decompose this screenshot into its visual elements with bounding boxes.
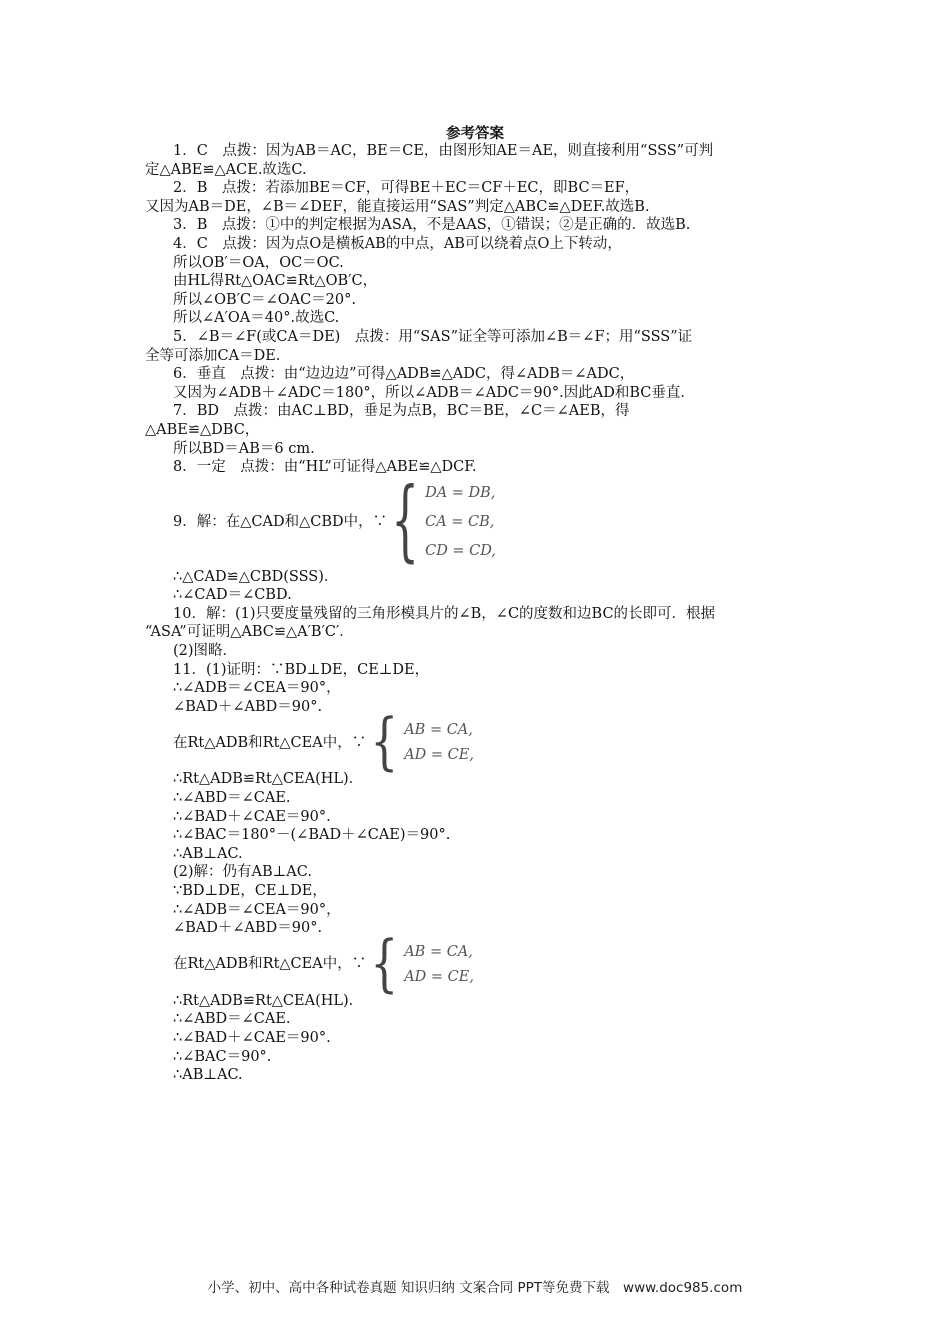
answer-line: ∴∠ADB＝∠CEA＝90°，: [173, 901, 341, 918]
answer-line: ∴Rt△ADB≌Rt△CEA(HL)．: [173, 992, 364, 1009]
answer-line: 又因为AB＝DE，∠B＝∠DEF，能直接运用“SAS”判定△ABC≌△DEF.故选B.: [145, 198, 650, 215]
answer-line: ∴AB⊥AC.: [173, 1067, 243, 1084]
equation: AD = CE,: [404, 968, 474, 985]
answer-line: 9．解：在△CAD和△CBD中，∵: [173, 513, 388, 530]
answer-line: ∴AB⊥AC.: [173, 845, 243, 862]
answer-line: ∵BD⊥DE，CE⊥DE，: [173, 883, 327, 899]
answer-line: ∴∠BAC＝180°－(∠BAD＋∠CAE)＝90°.: [173, 827, 451, 844]
equation-system: [400, 940, 474, 990]
answer-line: △ABE≌△DBC，: [145, 421, 260, 438]
answer-line: (2)解：仍有AB⊥AC.: [173, 864, 312, 881]
left-brace: {: [391, 470, 420, 573]
answer-line: 所以∠A′OA＝40°.故选C.: [173, 310, 340, 327]
answer-line: 由HL得Rt△OAC≌Rt△OB′C，: [173, 273, 378, 290]
answer-line: 所以∠OB′C＝∠OAC＝20°.: [173, 291, 356, 308]
answer-line: ∴△CAD≌△CBD(SSS)．: [173, 568, 339, 585]
answer-line: 3．B 点拨：①中的判定根据为ASA，不是AAS，①错误；②是正确的．故选B.: [173, 217, 691, 234]
equation: CA = CB,: [425, 513, 495, 530]
answer-line: 所以OB′＝OA，OC＝OC.: [173, 254, 344, 271]
answer-line: ∴∠ABD＝∠CAE.: [173, 1011, 291, 1028]
left-brace: {: [370, 928, 399, 1000]
left-brace: {: [370, 707, 399, 779]
answer-line: 所以BD＝AB＝6 cm.: [173, 440, 315, 457]
answer-line: ∴∠CAD＝∠CBD.: [173, 587, 292, 604]
page-footer: 小学、初中、高中各种试卷真题 知识归纳 文案合同 PPT等免费下载 www.doc985.com: [207, 1280, 743, 1296]
answer-line: ∠BAD＋∠ABD＝90°.: [173, 920, 323, 937]
answer-line: 2．B 点拨：若添加BE＝CF，可得BE＋EC＝CF＋EC，即BC＝EF，: [173, 180, 640, 197]
answer-line: 在Rt△ADB和Rt△CEA中，∵: [173, 735, 367, 752]
q9-system: [145, 470, 807, 573]
q11a-system: [145, 707, 807, 779]
answer-line: 8．一定 点拨：由“HL”可证得△ABE≌△DCF.: [173, 459, 477, 476]
answer-line: ∴∠BAC＝90°.: [173, 1048, 272, 1065]
answer-line: 4．C 点拨：因为点O是横板AB的中点，AB可以绕着点O上下转动，: [173, 235, 622, 252]
answer-line: ∴∠BAD＋∠CAE＝90°.: [173, 808, 331, 825]
equation-system: [421, 479, 496, 566]
equation: AB = CA,: [404, 722, 473, 739]
answer-line: ∴∠BAD＋∠CAE＝90°.: [173, 1029, 331, 1046]
equation: DA = DB,: [425, 484, 496, 501]
equation: AD = CE,: [404, 747, 474, 764]
answer-line: 10．解：(1)只要度量残留的三角形模具片的∠B，∠C的度数和边BC的长即可．根据: [173, 605, 716, 622]
answer-line: “ASA”可证明△ABC≌△A′B′C′．: [145, 624, 354, 641]
answer-line: ∠BAD＋∠ABD＝90°.: [173, 698, 323, 715]
page-title: 参考答案: [446, 125, 504, 142]
answer-body: [145, 142, 807, 1085]
answer-line: ∴∠ADB＝∠CEA＝90°，: [173, 680, 341, 697]
answer-line: 又因为∠ADB＋∠ADC＝180°，所以∠ADB＝∠ADC＝90°.因此AD和BC垂直．: [173, 384, 695, 401]
answer-line: 在Rt△ADB和Rt△CEA中，∵: [173, 956, 367, 973]
answer-line: ∴∠ABD＝∠CAE.: [173, 790, 291, 807]
equation: AB = CA,: [404, 943, 473, 960]
answer-line: 定△ABE≌△ACE.故选C.: [145, 161, 307, 178]
answer-line: 全等可添加CA＝DE.: [145, 347, 281, 364]
equation: CD = CD,: [425, 542, 496, 559]
answer-line: (2)图略．: [173, 643, 238, 660]
answer-line: 6．垂直 点拨：由“边边边”可得△ADB≌△ADC，得∠ADB＝∠ADC，: [173, 366, 635, 383]
answer-line: 7．BD 点拨：由AC⊥BD，垂足为点B，BC＝BE，∠C＝∠AEB，得: [173, 403, 630, 420]
answer-line: 1．C 点拨：因为AB＝AC，BE＝CE，由图形知AE＝AE，则直接利用“SSS”可判: [173, 143, 714, 159]
equation-system: [400, 718, 474, 768]
answer-line: 11．(1)证明：∵BD⊥DE，CE⊥DE，: [173, 661, 430, 678]
answer-line: ∴Rt△ADB≌Rt△CEA(HL)．: [173, 771, 364, 788]
answer-line: 5．∠B＝∠F(或CA＝DE) 点拨：用“SAS”证全等可添加∠B＝∠F；用“SSS”证: [173, 328, 693, 345]
